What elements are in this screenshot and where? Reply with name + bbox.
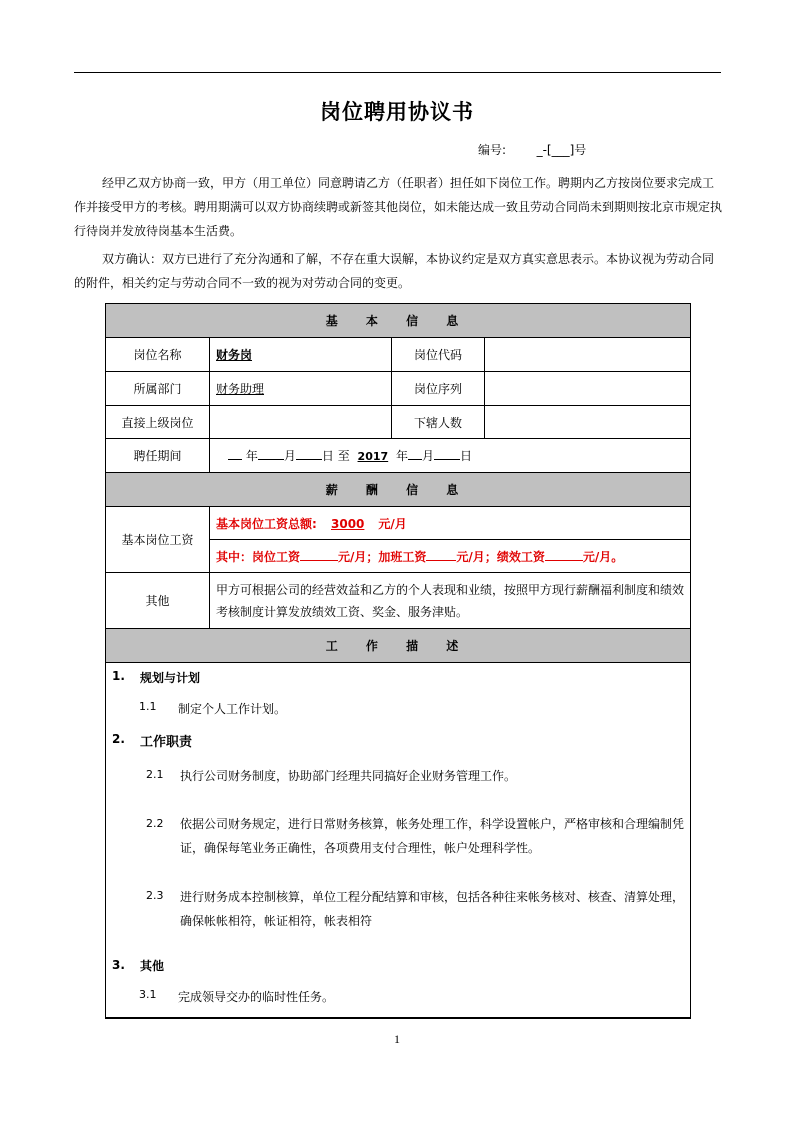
department-label: 所属部门: [106, 372, 210, 406]
header-rule: [74, 72, 721, 73]
superior-label: 直接上级岗位: [106, 406, 210, 439]
salary-breakdown: 其中：岗位工资 元/月；加班工资 元/月；绩效工资 元/月。: [210, 540, 691, 573]
position-code-label: 岗位代码: [392, 338, 485, 372]
item-2-2-num: 2.2: [146, 817, 164, 830]
work-desc-header: 工 作 描 述: [106, 629, 691, 663]
item-2-1-num: 2.1: [146, 768, 164, 781]
position-name-label: 岗位名称: [106, 338, 210, 372]
superior-value: [210, 406, 392, 439]
section-2-num: 2.: [112, 732, 125, 746]
item-2-3-line2: 确保帐帐相符，帐证相符，帐表相符: [180, 914, 373, 928]
section-3-num: 3.: [112, 958, 125, 972]
item-1-1-text: 制定个人工作计划。: [178, 702, 287, 716]
section-3-title: 其他: [140, 959, 165, 973]
position-name-value: 财务岗: [210, 338, 392, 372]
item-1-1-num: 1.1: [139, 700, 157, 713]
doc-no-label: 编号:: [478, 143, 507, 157]
info-table: [105, 303, 691, 1019]
base-salary-label: 基本岗位工资: [106, 507, 210, 573]
base-salary-total: 基本岗位工资总额: 3000 元/月: [210, 507, 691, 540]
item-2-2-line2: 证，确保每笔业务正确性，各项费用支付合理性，帐户处理科学性。: [180, 841, 541, 855]
item-2-3-line1: 进行财务成本控制核算，单位工程分配结算和审核，包括各种往来帐务核对、核查、清算处理，: [180, 890, 685, 904]
term-label: 聘任期间: [106, 439, 210, 473]
subordinates-label: 下辖人数: [392, 406, 485, 439]
item-2-3-num: 2.3: [146, 889, 164, 902]
term-end-year: 2017: [357, 450, 389, 463]
section-1-num: 1.: [112, 669, 125, 683]
other-label: 其他: [106, 573, 210, 629]
section-2-title: 工作职责: [140, 735, 193, 750]
department-value: 财务助理: [210, 372, 392, 406]
position-seq-value: [485, 372, 691, 406]
subordinates-value: [485, 406, 691, 439]
section-1-title: 规划与计划: [140, 671, 201, 685]
work-description: [106, 663, 691, 1019]
item-2-1-text: 执行公司财务制度，协助部门经理共同搞好企业财务管理工作。: [180, 769, 517, 783]
other-text: 甲方可根据公司的经营效益和乙方的个人表现和业绩，按照甲方现行薪酬福利制度和绩效考核制度计算发放绩效工资、奖金、服务津贴。: [210, 573, 691, 629]
confirm-paragraph: 双方确认：双方已进行了充分沟通和了解，不存在重大误解，本协议约定是双方真实意思表示。本协议视为劳动合同的附件，相关约定与劳动合同不一致的视为对劳动合同的变更。: [74, 252, 715, 290]
document-title: 岗位聘用协议书: [320, 100, 474, 124]
term-value: 年 月 日 至 2017 年 月 日: [210, 439, 691, 473]
intro-paragraph: 经甲乙双方协商一致，甲方（用工单位）同意聘请乙方（任职者）担任如下岗位工作。聘期内乙方按岗位要求完成工作并接受甲方的考核。聘用期满可以双方协商续聘或新签其他岗位，如未能达成一致且劳动合同尚未到期则按北京市规定执行待岗并发放待岗基本生活费。: [74, 176, 723, 238]
position-code-value: [485, 338, 691, 372]
doc-no-value: _-[___]号: [536, 143, 587, 157]
position-seq-label: 岗位序列: [392, 372, 485, 406]
page-number: 1: [394, 1032, 400, 1046]
basic-info-header: 基 本 信 息: [106, 304, 691, 338]
document-number: [478, 141, 586, 158]
item-3-1-num: 3.1: [139, 988, 157, 1001]
item-2-2-line1: 依据公司财务规定，进行日常财务核算，帐务处理工作，科学设置帐户，严格审核和合理编制凭: [180, 817, 685, 831]
salary-info-header: 薪 酬 信 息: [106, 473, 691, 507]
item-3-1-text: 完成领导交办的临时性任务。: [178, 990, 335, 1004]
base-salary-amount: 3000: [331, 516, 365, 531]
